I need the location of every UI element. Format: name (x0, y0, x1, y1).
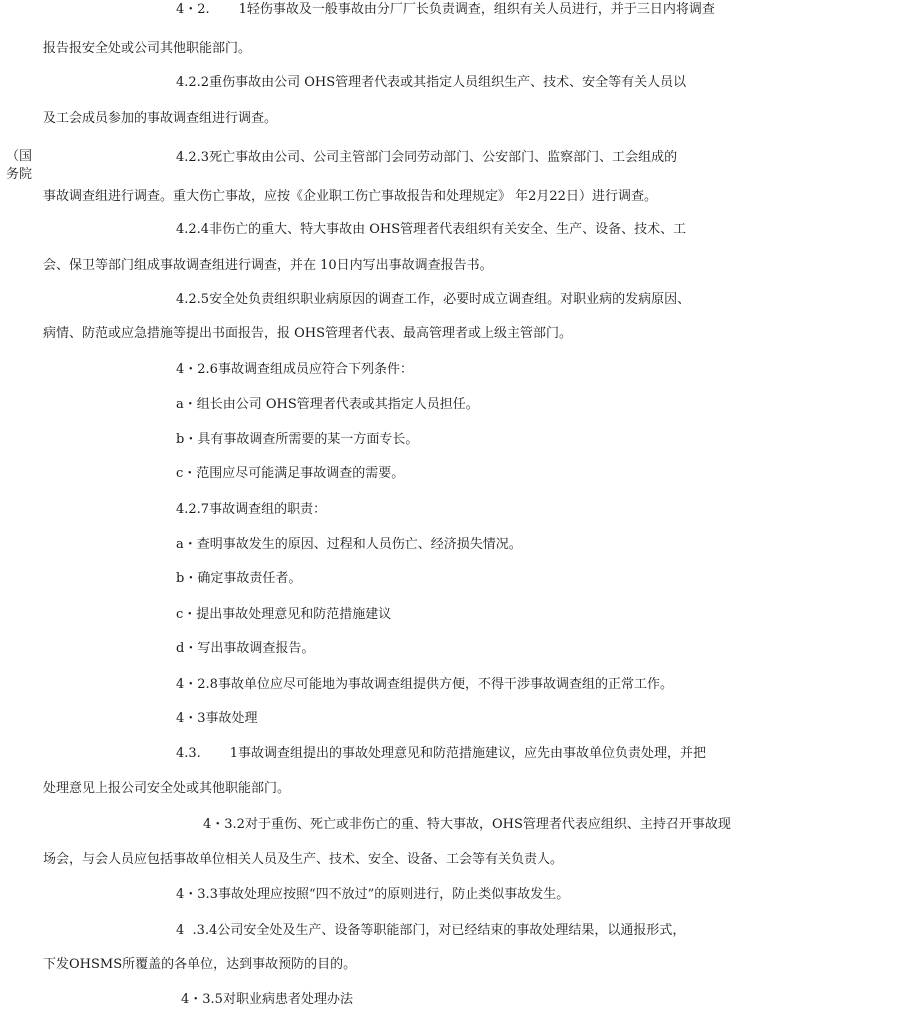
list-item: a・组长由公司 OHS管理者代表或其指定人员担任。 (176, 397, 479, 412)
paragraph-line: 4.2.4非伤亡的重大、特大事故由 OHS管理者代表组织有关安全、生产、设备、技术、工 (176, 222, 687, 237)
list-item: c・提出事故处理意见和防范措施建议 (176, 607, 392, 622)
margin-note-line: 务院 (6, 167, 33, 182)
paragraph-line: 4・3.5对职业病患者处理办法 (181, 992, 353, 1007)
paragraph-line: 4.3. 1事故调查组提出的事故处理意见和防范措施建议，应先由事故单位负责处理，并把 (176, 746, 707, 761)
paragraph-line: 4・3.2对于重伤、死亡或非伤亡的重、特大事故，OHS管理者代表应组织、主持召开事故现 (203, 817, 731, 832)
list-item: d・写出事故调查报告。 (176, 641, 315, 656)
paragraph-line: 4・3.3事故处理应按照“四不放过”的原则进行，防止类似事故发生。 (176, 887, 570, 902)
paragraph-line: 会、保卫等部门组成事故调查组进行调查，并在 10日内写出事故调查报告书。 (43, 258, 493, 273)
paragraph-line: 病情、防范或应急措施等提出书面报告，报 OHS管理者代表、最高管理者或上级主管部门。 (43, 326, 573, 341)
margin-note-line: （国 (6, 149, 33, 164)
paragraph-line: 4・2. 1轻伤事故及一般事故由分厂厂长负责调查，组织有关人员进行，并于三日内将调查 (176, 2, 715, 17)
list-item: b・具有事故调查所需要的某一方面专长。 (176, 432, 419, 447)
paragraph-line: 4.2.3死亡事故由公司、公司主管部门会同劳动部门、公安部门、监察部门、工会组成的 (176, 150, 678, 165)
section-heading: 4・3事故处理 (176, 711, 258, 726)
paragraph-line: 4・2.8事故单位应尽可能地为事故调查组提供方便，不得干涉事故调查组的正常工作。 (176, 677, 673, 692)
paragraph-line: 及工会成员参加的事故调查组进行调查。 (43, 111, 278, 126)
paragraph-line: 4.2.7事故调查组的职责： (176, 502, 327, 517)
paragraph-line: 处理意见上报公司安全处或其他职能部门。 (43, 781, 291, 796)
paragraph-line: 场会，与会人员应包括事故单位相关人员及生产、技术、安全、设备、工会等有关负责人。 (43, 852, 564, 867)
list-item: c・范围应尽可能满足事故调查的需要。 (176, 466, 405, 481)
margin-note (6, 148, 32, 184)
list-item: b・确定事故责任者。 (176, 571, 302, 586)
paragraph-line: 4.2.2重伤事故由公司 OHS管理者代表或其指定人员组织生产、技术、安全等有关人员以 (176, 75, 687, 90)
paragraph-line: 4.2.5安全处负责组织职业病原因的调查工作，必要时成立调查组。对职业病的发病原因、 (176, 292, 691, 307)
paragraph-line: 报告报安全处或公司其他职能部门。 (43, 41, 252, 56)
paragraph-line: 4・2.6事故调查组成员应符合下列条件： (176, 362, 413, 377)
paragraph-line: 下发OHSMS所覆盖的各单位，达到事故预防的目的。 (43, 957, 357, 972)
paragraph-line: 4 .3.4公司安全处及生产、设备等职能部门，对已经结束的事故处理结果，以通报形式， (176, 923, 686, 938)
paragraph-line: 事故调查组进行调查。重大伤亡事故，应按《企业职工伤亡事故报告和处理规定》 年2月22日）进行调查。 (43, 189, 657, 204)
list-item: a・查明事故发生的原因、过程和人员伤亡、经济损失情况。 (176, 537, 522, 552)
